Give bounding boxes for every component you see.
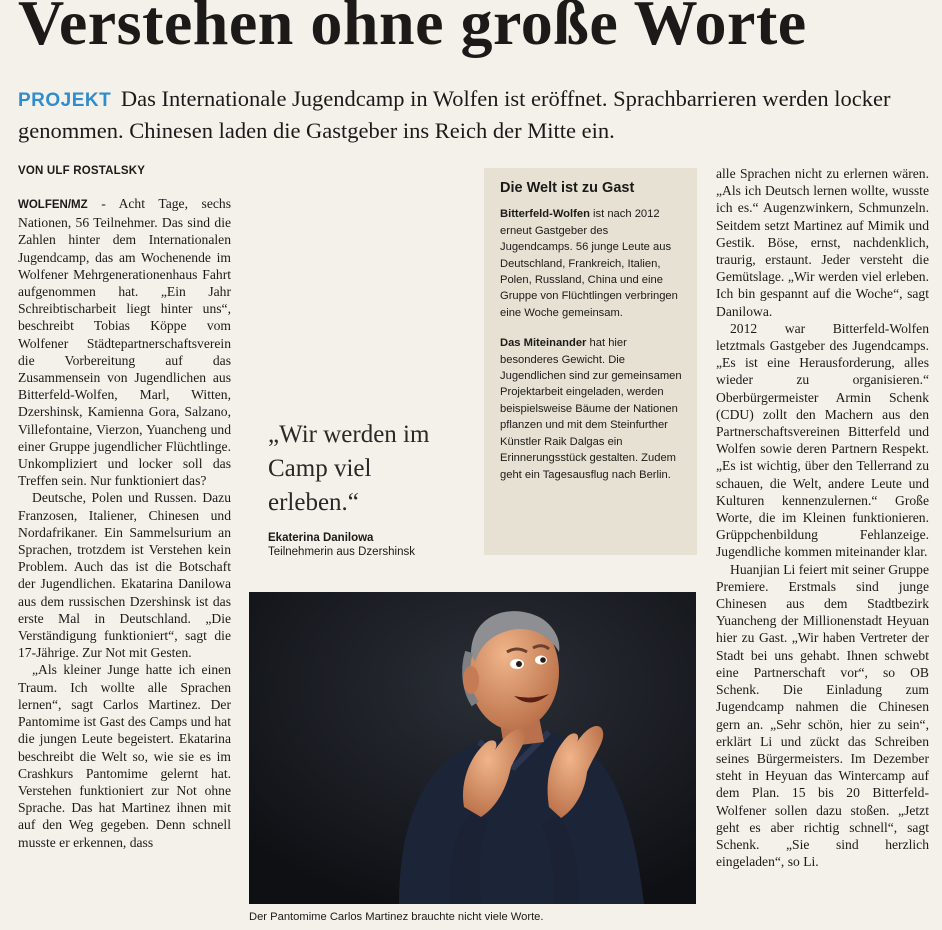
deck-kicker: PROJEKT [18, 90, 112, 111]
info-box-paragraph-2 [500, 335, 683, 483]
pull-quote-text: „Wir werden im Camp viel erleben.“ [268, 421, 430, 516]
pull-quote-name: Ekaterina Danilowa [268, 532, 374, 544]
info-box-text-1: ist nach 2012 erneut Gastgeber des Jugendcamps. 56 junge Leute aus Deutschland, Frankreich, Italien, Polen, Russland, China und eine Gruppe von Flüchtlingen verbringen eine Woche gemeinsam. [500, 208, 678, 319]
info-box-title: Die Welt ist zu Gast [500, 180, 635, 196]
pull-quote-role: Teilnehmerin aus Dzershinsk [268, 546, 416, 558]
article-headline: Verstehen ohne große Worte [18, 0, 807, 58]
byline: VON ULF ROSTALSKY [18, 165, 146, 177]
info-box-text-2: hat hier besonderes Gewicht. Die Jugendlichen sind zur gemeinsamen Projektarbeit eingeladen, werden beispielsweise Bäume der Nationen pflanzen und mit dem Steinfurther Künstler Raik Dalgas ein Erinnerungsstück gestalten. Zudem geht ein Tagesausflug nach Berlin. [500, 337, 682, 481]
info-box-lead-1: Bitterfeld-Wolfen [500, 208, 590, 221]
column1-paragraph-3: „Als kleiner Junge hatte ich einen Traum. Ich wollte alle Sprachen lernen“, sagt Carlos Martinez. Der Pantomime ist Gast des Camps und hat die jungen Leute begeistert. Ekatarina beschreibt die Welt so, wie sie es im Crashkurs Pantomime gelernt hat. Verstehen funktioniert zur Not ohne Sprache. Das hat Martinez ihnen mit auf den Weg gegeben. Denn schnell musste er erkennen, dass [18, 662, 231, 850]
pull-quote [268, 418, 468, 558]
column4-paragraph-3: Huanjian Li feiert mit seiner Gruppe Premiere. Erstmals sind junge Chinesen aus dem Stadtbezirk Yuancheng der Millionenstadt Heyuan hier zu Gast. „Wir haben Vertreter der Stadt bei uns gehabt. Ihnen schwebt eine Partnerschaft vor“, so OB Schenk. Die Einladung zum Jugendcamp nahmen die Chinesen gern an. „Sehr schön, hier zu sein“, erklärt Li und zückt das Schreiben seines Bürgermeisters. Im Dezember steht in Heyuan das Wintercamp auf dem Plan. 15 bis 20 Bitterfeld-Wolfener sollen dazu stoßen. „Jetzt geht es aber richtig schnell“, sagt Schenk. „Sie sind herzlich eingeladen“, so Li. [716, 561, 929, 870]
article-column-4 [716, 165, 929, 870]
photo-caption: Der Pantomime Carlos Martinez brauchte nicht viele Worte. [249, 911, 544, 923]
photo-pantomime [249, 592, 696, 904]
column1-paragraph-1-text: - Acht Tage, sechs Nationen, 56 Teilnehmer. Das sind die Zahlen hinter dem Internationalen Jugendcamp, das am Wochenende im Wolfener Mehrgenerationenhaus Fahrt aufgenommen hat. „Ein Jahr Schreibtischarbeit liegt hinter uns“, beschreibt Tobias Köppe vom Wolfener Städtepartnerschaftsverein die Vorbereitung auf das Zusammensein von Jugendlichen aus Bitterfeld-Wolfen, Marl, Witten, Dzershinsk, Kamienna Gora, Salzano, Villefontaine, Vierzon, Yuancheng und einer Gruppe jugendlicher Flüchtlinge. Unkompliziert und locker soll das Treffen sein. Nur funktioniert das? [18, 196, 231, 489]
article-deck [18, 84, 918, 146]
column1-paragraph-1 [18, 195, 231, 489]
info-box [484, 168, 697, 555]
info-box-paragraph-1 [500, 206, 683, 321]
photo-illustration [249, 592, 696, 904]
column1-paragraph-2: Deutsche, Polen und Russen. Dazu Franzosen, Italiener, Chinesen und Nordafrikaner. Ein Sammelsurium an Sprachen, trotzdem ist Verstehen kein Problem. Auch das ist die Botschaft der Jugendlichen. Ekatarina Danilowa aus dem russischen Dzershinsk ist das erste Mal in Deutschland. „Die Verständigung funktioniert“, sagt die 17-Jährige. Zur Not mit Gesten. [18, 490, 231, 661]
column4-paragraph-2: 2012 war Bitterfeld-Wolfen letztmals Gastgeber des Jugendcamps. „Es ist eine Herausforderung, alles wieder zu organisieren.“ Oberbürgermeister Armin Schenk (CDU) zollt den Machern aus den Partnerschaftsvereinen Bitterfeld und Wolfen sowie deren Partnern Respekt. „Es ist wichtig, über den Tellerrand zu schauen, die Welt, andere Leute und Kulturen kennenzulernen.“ Große Worte, die im Kleinen funktionieren. Grüppchenbildung Fehlanzeige. Jugendliche kommen miteinander klar. [716, 320, 929, 560]
deck-text: Das Internationale Jugendcamp in Wolfen ist eröffnet. Sprachbarrieren werden locker genommen. Chinesen laden die Gastgeber ins Reich der Mitte ein. [18, 86, 891, 143]
article-column-1 [18, 195, 231, 851]
column4-paragraph-1: alle Sprachen nicht zu erlernen wären. „Als ich Deutsch lernen wollte, wusste ich es.“ Augenzwinkern, Schmunzeln. Seitdem setzt Martinez auf Mimik und Gestik. Böse, ernst, nachdenklich, traurig, erstaunt. Jeder versteht die Gemütslage. „Wir werden viel erleben. Ich bin gespannt auf die Woche“, sagt Danilowa. [716, 166, 929, 319]
info-box-lead-2: Das Miteinander [500, 337, 587, 350]
dateline: WOLFEN/MZ [18, 199, 88, 211]
